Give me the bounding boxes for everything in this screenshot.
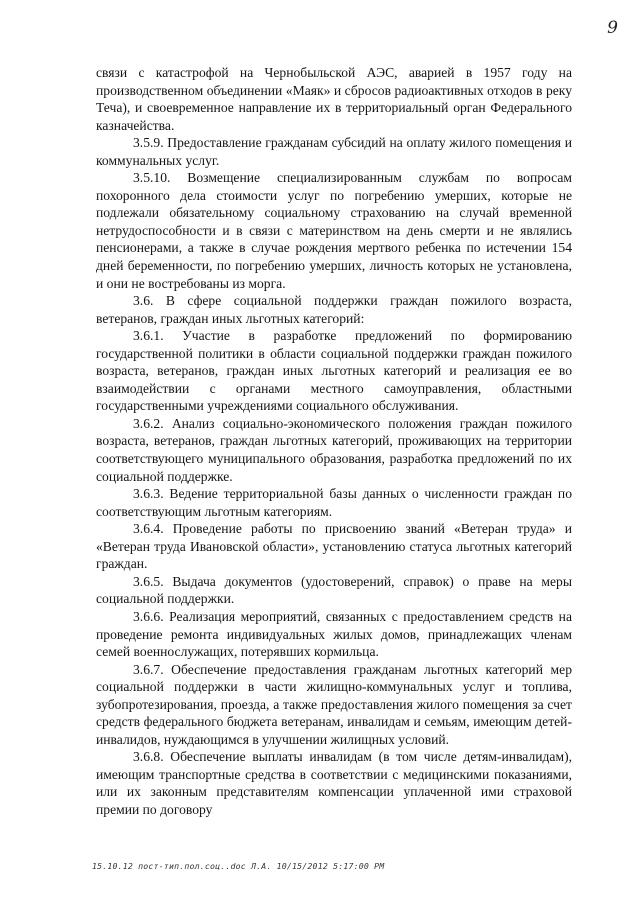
paragraph-3-5-9: 3.5.9. Предоставление гражданам субсидий на оплату жилого помещения и коммунальных услуг. xyxy=(96,135,572,168)
paragraph-3-5-10: 3.5.10. Возмещение специализированным службам по вопросам похоронного дела стоимости услуг по погребению умерших, которые не подлежали обязательному социальному страхованию на случай временной нетрудоспособности и в связи с материнством на день смерти и не являлись пенсионерами, а также в случае рождения мертвого ребенка по истечении 154 дней беременности, по погребению умерших, личность которых не установлена, и они не востребованы из морга. xyxy=(96,170,572,291)
paragraph-3-6-3: 3.6.3. Ведение территориальной базы данных о численности граждан по соответствующим льготным категориям. xyxy=(96,486,572,519)
paragraph-3-6-2: 3.6.2. Анализ социально-экономического положения граждан пожилого возраста, ветеранов, граждан льготных категорий, проживающих на территории соответствующего муниципального образования, разработка предложений по их социальной поддержке. xyxy=(96,415,572,484)
document-footer: 15.10.12 пост-тип.пол.соц..doc Л.А. 10/15/2012 5:17:00 PM xyxy=(92,861,385,871)
document-body xyxy=(96,64,572,819)
page-number: 9 xyxy=(607,18,618,38)
paragraph-3-6-4: 3.6.4. Проведение работы по присвоению званий «Ветеран труда» и «Ветеран труда Ивановской области», установлению статуса льготных категорий граждан. xyxy=(96,521,572,572)
paragraph-continuation: связи с катастрофой на Чернобыльской АЭС, аварией в 1957 году на производственном объединении «Маяк» и сбросов радиоактивных отходов в реку Теча), и своевременное направление их в территориальный орган Федерального казначейства. xyxy=(96,65,572,133)
paragraph-3-6-5: 3.6.5. Выдача документов (удостоверений, справок) о праве на меры социальной поддержки. xyxy=(96,573,572,607)
paragraph-3-6-8: 3.6.8. Обеспечение выплаты инвалидам (в том числе детям-инвалидам), имеющим транспортные средства в соответствии с медицинскими показаниями, или их законным представителям компенсации уплаченной ими страховой премии по договору xyxy=(96,749,572,817)
paragraph-3-6-6: 3.6.6. Реализация мероприятий, связанных с предоставлением средств на проведение ремонта индивидуальных жилых домов, принадлежащих членам семей военнослужащих, потерявших кормильца. xyxy=(96,608,572,660)
paragraph-3-6-7: 3.6.7. Обеспечение предоставления гражданам льготных категорий мер социальной поддержки в части жилищно-коммунальных услуг и топлива, зубопротезирования, проезда, а также предоставления жилого помещения за счет средств федерального бюджета ветеранам, инвалидам и семьям, имеющим детей-инвалидов, нуждающимся в улучшении жилищных условий. xyxy=(96,661,572,747)
paragraph-3-6: 3.6. В сфере социальной поддержки граждан пожилого возраста, ветеранов, граждан иных льготных категорий: xyxy=(96,293,572,326)
paragraph-3-6-1: 3.6.1. Участие в разработке предложений по формированию государственной политики в области социальной поддержки граждан пожилого возраста, ветеранов, граждан иных льготных категорий и реализация ее во взаимодействии с органами местного самоуправления, областными государственными учреждениями социального обслуживания. xyxy=(96,328,572,414)
